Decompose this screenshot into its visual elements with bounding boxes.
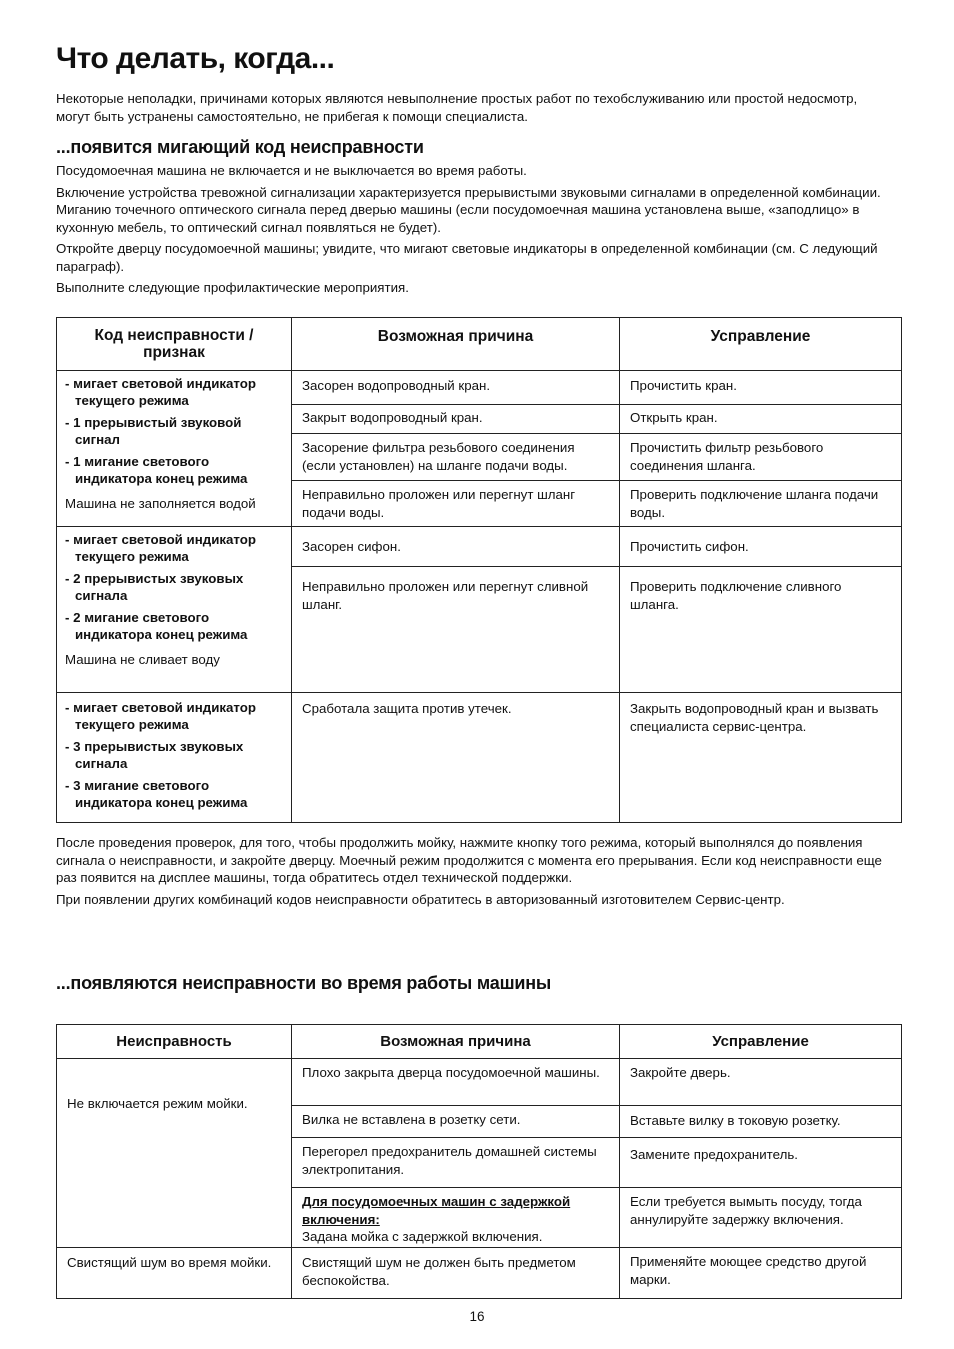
- problem-cell: Не включается режим мойки.: [57, 1059, 292, 1248]
- fault-code-cell: [57, 371, 292, 527]
- fix-cell: Закрыть водопроводный кран и вызвать специалиста сервис-центра.: [620, 693, 902, 823]
- cause-cell: Неправильно проложен или перегнут сливной шланг.: [292, 567, 620, 693]
- fix-cell: Применяйте моющее средство другой марки.: [620, 1248, 902, 1299]
- table-row: [57, 693, 902, 823]
- code-item: - 2 прерывистых звуковых сигнала: [65, 571, 244, 603]
- table-header-row: [57, 318, 902, 371]
- cause-cell: Сработала защита против утечек.: [292, 693, 620, 823]
- cause-cell: Плохо закрыта дверца посудомоечной машины.: [292, 1059, 620, 1106]
- code-item: - мигает световой индикатор текущего режима: [65, 376, 257, 408]
- code-item: - мигает световой индикатор текущего режима: [65, 700, 257, 732]
- section1-after: [56, 834, 894, 912]
- column-header: Возможная причина: [292, 1025, 620, 1059]
- fix-cell: Открыть кран.: [620, 405, 902, 434]
- fault-code-cell: [57, 527, 292, 693]
- cause-text: Задана мойка с задержкой включения.: [302, 1229, 543, 1244]
- fix-cell: Закройте дверь.: [620, 1059, 902, 1106]
- cause-cell: Вилка не вставлена в розетку сети.: [292, 1106, 620, 1138]
- fix-cell: Вставьте вилку в токовую розетку.: [620, 1106, 902, 1138]
- cause-cell: Засорен водопроводный кран.: [292, 371, 620, 405]
- paragraph: Посудомоечная машина не включается и не выключается во время работы.: [56, 163, 527, 178]
- paragraph: Откройте дверцу посудомоечной машины; увидите, что мигают световые индикаторы в определенной комбинации (см. С ледующий параграф).: [56, 241, 878, 274]
- code-item: - мигает световой индикатор текущего режима: [65, 532, 257, 564]
- code-item: - 3 мигание светового индикатора конец режима: [65, 778, 248, 810]
- malfunction-table: [56, 1024, 902, 1299]
- code-item: - 1 мигание светового индикатора конец режима: [65, 454, 248, 486]
- table-row: [57, 1059, 902, 1106]
- fix-cell: Если требуется вымыть посуду, тогда аннулируйте задержку включения.: [620, 1188, 902, 1248]
- fault-code-table: [56, 317, 902, 823]
- cause-cell: Засорение фильтра резьбового соединения (если установлен) на шланге подачи воды.: [292, 434, 620, 481]
- page-title: Что делать, когда...: [56, 42, 335, 75]
- table-row: [57, 527, 902, 567]
- paragraph: Выполните следующие профилактические мероприятия.: [56, 280, 409, 295]
- fix-cell: Проверить подключение сливного шланга.: [620, 567, 902, 693]
- fix-cell: Прочистить сифон.: [620, 527, 902, 567]
- section1-paragraphs: [56, 162, 894, 301]
- cause-cell: Свистящий шум не должен быть предметом беспокойства.: [292, 1248, 620, 1299]
- column-header: Возможная причина: [292, 318, 620, 371]
- fault-note: Машина не заполняется водой: [65, 496, 256, 511]
- paragraph: Включение устройства тревожной сигнализации характеризуется прерывистыми звуковыми сигналами в определенной комбинации. Миганию точечного оптического сигнала перед дверью машины (если посудомоечная машина установлена выше, «заподлицо» в кухонную мебель, то оптический сигнал появляться не будет).: [56, 184, 881, 235]
- table-row: [57, 1248, 902, 1299]
- fault-note: Машина не сливает воду: [65, 652, 220, 667]
- code-item: - 2 мигание светового индикатора конец режима: [65, 610, 248, 642]
- fix-cell: Прочистить кран.: [620, 371, 902, 405]
- fix-cell: Прочистить фильтр резьбового соединения шланга.: [620, 434, 902, 481]
- column-header: Неисправность: [57, 1025, 292, 1059]
- intro-text: Некоторые неполадки, причинами которых являются невыполнение простых работ по техобслуживанию или простой недосмотр, могут быть устранены самостоятельно, не прибегая к помощи специалиста.: [56, 91, 858, 124]
- cause-cell: Перегорел предохранитель домашней системы электропитания.: [292, 1138, 620, 1188]
- cause-cell: Закрыт водопроводный кран.: [292, 405, 620, 434]
- column-header: Усправление: [620, 1025, 902, 1059]
- column-header: Усправление: [620, 318, 902, 371]
- cause-condition: Для посудомоечных машин с задержкой включения:: [302, 1194, 571, 1227]
- code-item: - 1 прерывистый звуковой сигнал: [65, 415, 242, 447]
- problem-cell: Свистящий шум во время мойки.: [57, 1248, 292, 1299]
- cause-cell: Засорен сифон.: [292, 527, 620, 567]
- section1-heading: ...появится мигающий код неисправности: [56, 137, 424, 157]
- paragraph: При появлении других комбинаций кодов неисправности обратитесь в авторизованный изготовителем Сервис-центр.: [56, 891, 785, 907]
- fix-cell: Замените предохранитель.: [620, 1138, 902, 1188]
- code-item: - 3 прерывистых звуковых сигнала: [65, 739, 244, 771]
- cause-cell: [292, 1188, 620, 1248]
- table-row: [57, 371, 902, 405]
- paragraph: После проведения проверок, для того, чтобы продолжить мойку, нажмите кнопку того режима, который выполнялся до появления сигнала о неисправности, и закройте дверцу. Моечный режим продолжится с момента его прерывания. Если код неисправности еще раз появится на дисплее машины, тогда обратитесь отдел технической поддержки.: [56, 835, 882, 885]
- page-number: 16: [469, 1309, 485, 1324]
- table-header-row: [57, 1025, 902, 1059]
- cause-cell: Неправильно проложен или перегнут шланг подачи воды.: [292, 481, 620, 527]
- fault-code-cell: [57, 693, 292, 823]
- section2-heading: ...появляются неисправности во время работы машины: [56, 973, 552, 993]
- fix-cell: Проверить подключение шланга подачи воды.: [620, 481, 902, 527]
- column-header: Код неисправности / признак: [57, 318, 292, 371]
